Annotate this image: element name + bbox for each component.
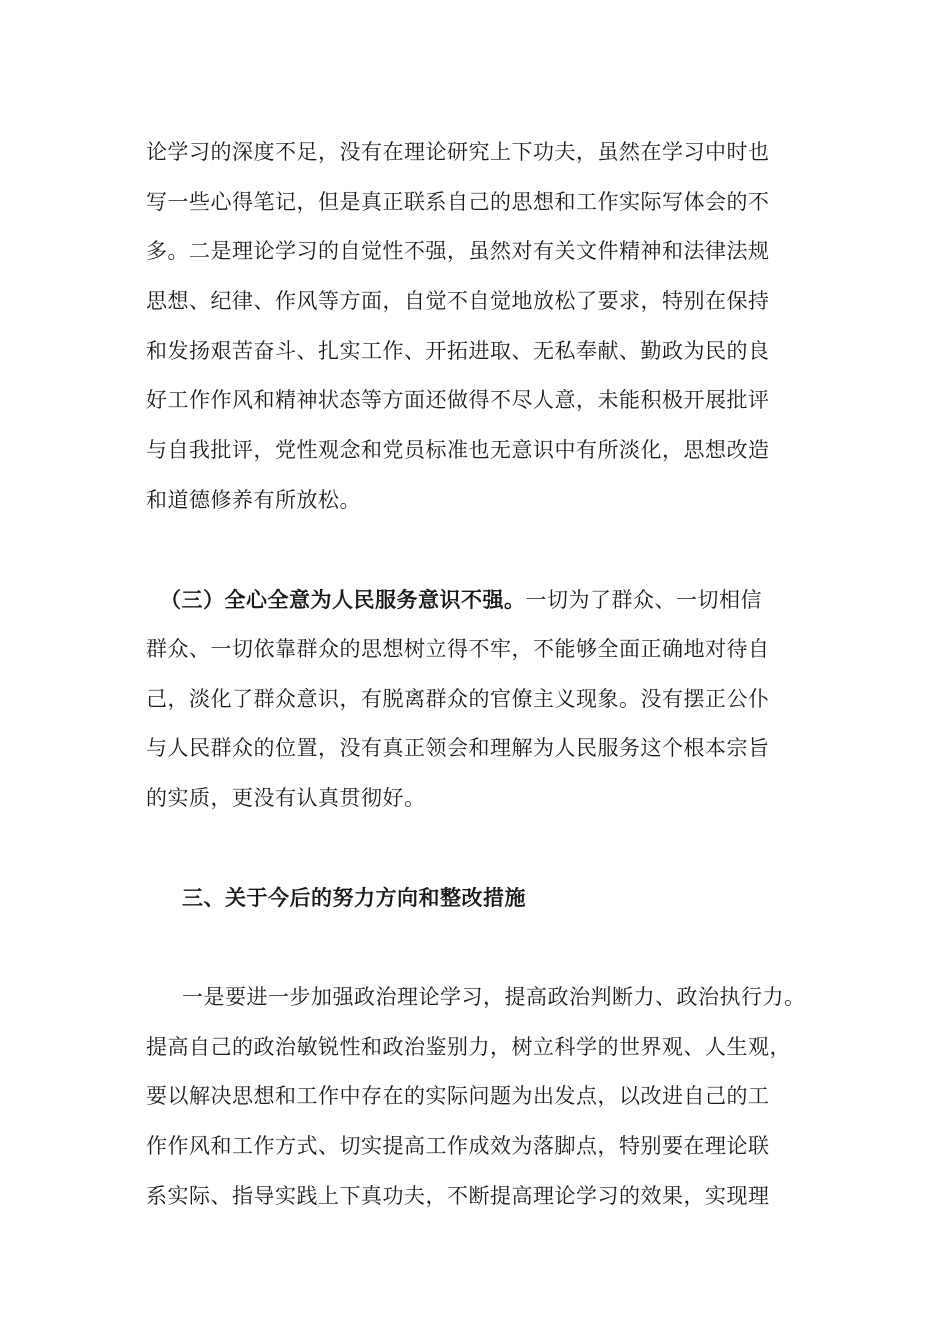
paragraph-line: 与人民群众的位置，没有真正领会和理解为人民服务这个根本宗旨 [146,736,770,760]
paragraph-line: 提高自己的政治敏锐性和政治鉴别力，树立科学的世界观、人生观， [146,1035,791,1059]
paragraph-text: 一切为了群众、一切相信 [525,588,762,612]
paragraph-line: 要以解决思想和工作中存在的实际问题为出发点，以改进自己的工 [146,1084,770,1108]
paragraph-line: 写一些心得笔记，但是真正联系自己的思想和工作实际写体会的不 [146,190,770,214]
paragraph-line: 系实际、指导实践上下真功夫，不断提高理论学习的效果，实现理 [146,1184,770,1208]
paragraph-line: 多。二是理论学习的自觉性不强，虽然对有关文件精神和法律法规 [146,239,770,263]
paragraph-first-line [160,584,762,616]
paragraph-line: 好工作作风和精神状态等方面还做得不尽人意，未能积极开展批评 [146,388,770,412]
paragraph-line: 一是要进一步加强政治理论学习，提高政治判断力、政治执行力。 [182,985,806,1009]
paragraph-line: 思想、纪律、作风等方面，自觉不自觉地放松了要求，特别在保持 [146,289,770,313]
section-title: 三、关于今后的努力方向和整改措施 [182,885,526,910]
paragraph-line: 群众、一切依靠群众的思想树立得不牢，不能够全面正确地对待自 [146,637,770,661]
paragraph-line: 与自我批评，党性观念和党员标准也无意识中有所淡化，思想改造 [146,438,770,462]
paragraph-line: 作作风和工作方式、切实提高工作成效为落脚点，特别要在理论联 [146,1134,770,1158]
paragraph-line: 和发扬艰苦奋斗、扎实工作、开拓进取、无私奉献、勤政为民的良 [146,339,770,363]
paragraph-line: 论学习的深度不足，没有在理论研究上下功夫，虽然在学习中时也 [146,140,770,164]
paragraph-line: 和道德修养有所放松。 [146,488,361,512]
paragraph-line: 己，淡化了群众意识，有脱离群众的官僚主义现象。没有摆正公仆 [146,687,770,711]
paragraph-line: 的实质，更没有认真贯彻好。 [146,786,426,810]
subsection-heading: （三）全心全意为人民服务意识不强。 [160,587,526,612]
